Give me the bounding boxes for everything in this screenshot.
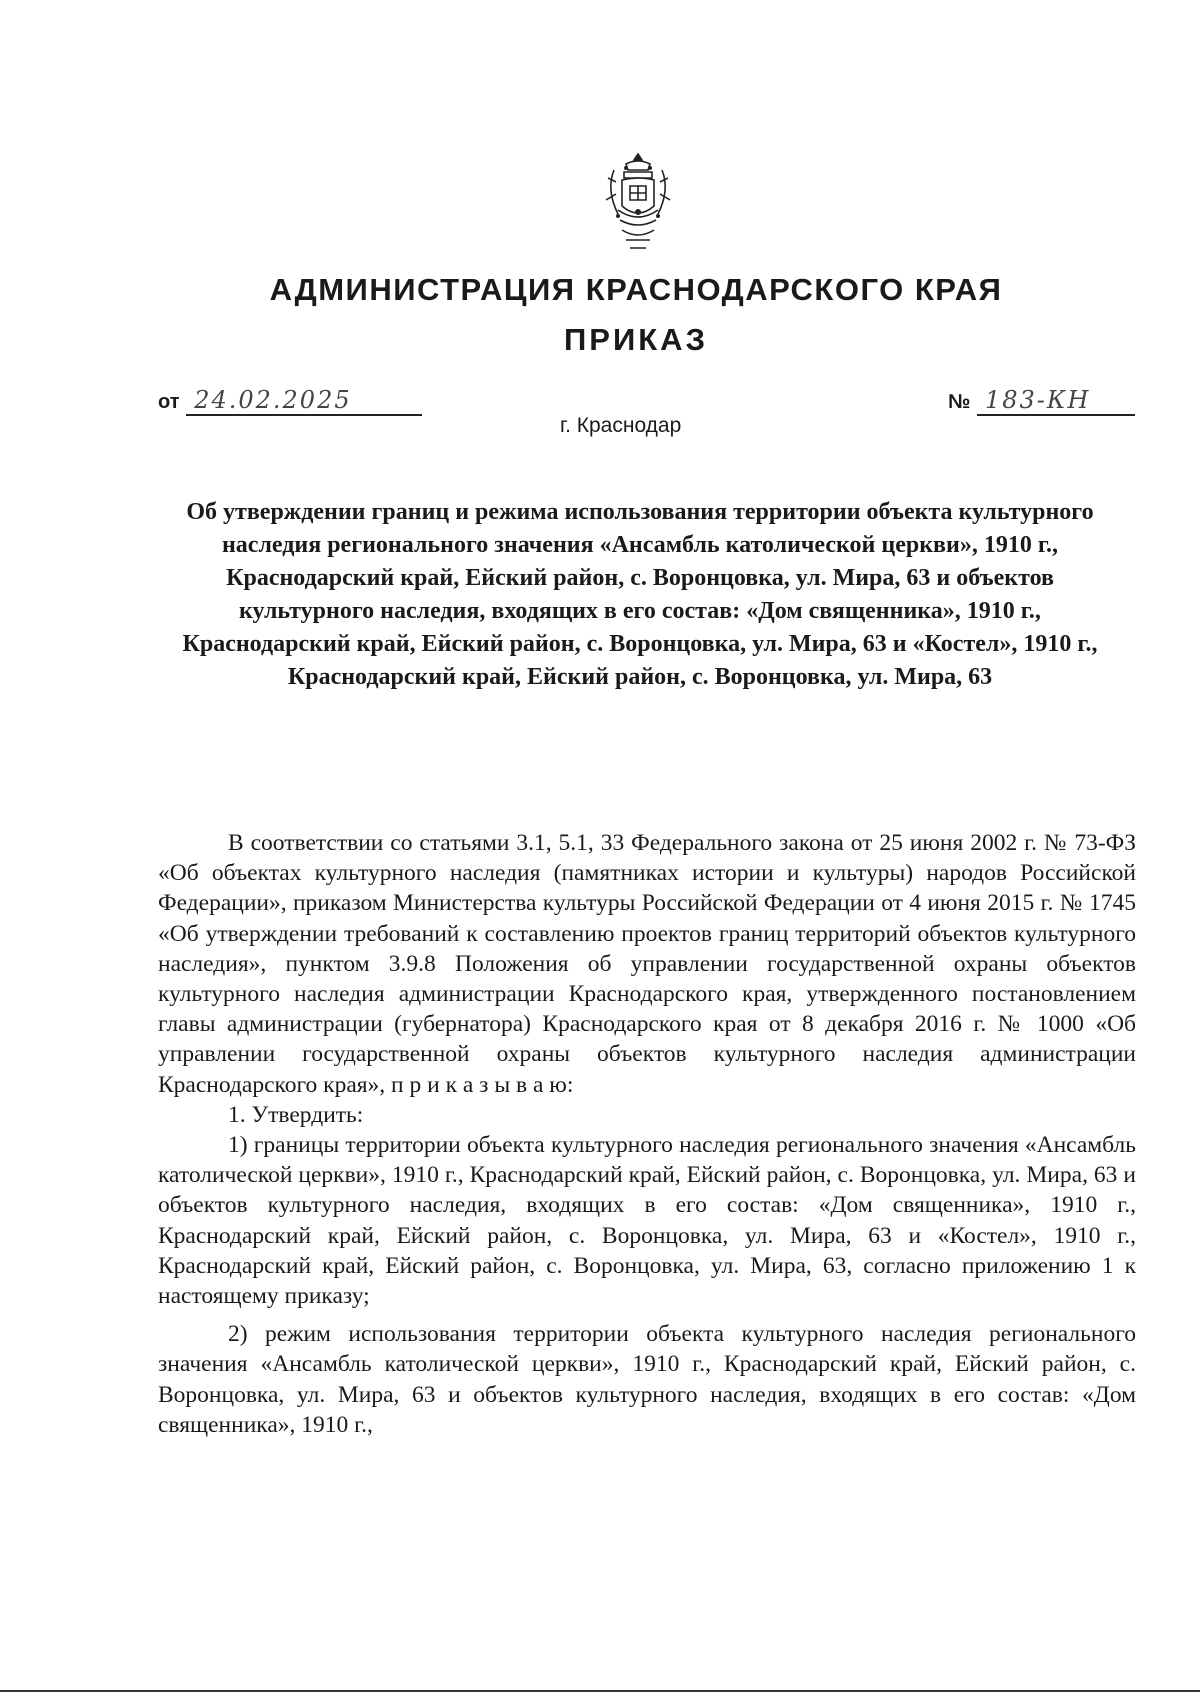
document-body bbox=[158, 828, 1136, 1440]
item-1-1-paragraph: 1) границы территории объекта культурного наследия регионального значения «Ансамбль католической церкви», 1910 г., Краснодарский край, Ейский район, с. Воронцовка, ул. Мира, 63 и объектов культурного наследия, входящих в его состав: «Дом священника», 1910 г., Краснодарский край, Ейский район, с. Воронцовка, ул. Мира, 63 и «Костел», 1910 г., Краснодарский край, Ейский район, с. Воронцовка, ул. Мира, 63, согласно приложению 1 к настоящему приказу; bbox=[158, 1132, 1136, 1310]
date-prefix: от bbox=[158, 391, 180, 413]
number-prefix: № bbox=[948, 391, 971, 413]
date-field bbox=[158, 386, 422, 416]
item-1-paragraph: 1. Утвердить: bbox=[228, 1101, 364, 1128]
number-field bbox=[948, 386, 1135, 416]
page-bottom-rule bbox=[0, 1690, 1200, 1692]
organization-name: АДМИНИСТРАЦИЯ КРАСНОДАРСКОГО КРАЯ bbox=[269, 272, 1003, 307]
item-1-2-paragraph: 2) режим использования территории объекта культурного наследия регионального значения «Ансамбль католической церкви», 1910 г., Краснодарский край, Ейский район, с. Воронцовка, ул. Мира, 63 и объектов культурного наследия, входящих в его состав: «Дом священника», 1910 г., bbox=[158, 1321, 1136, 1438]
handwritten-date: 24.02.2025 bbox=[186, 386, 422, 416]
preamble-paragraph: В соответствии со статьями 3.1, 5.1, 33 Федерального закона от 25 июня 2002 г. № 73-ФЗ «Об объектах культурного наследия (памятниках истории и культуры) народов Российской Федерации», приказом Министерства культуры Российской Федерации от 4 июня 2015 г. № 1745 «Об утверждении требований к составлению проектов границ территорий объектов культурного наследия», пунктом 3.9.8 Положения об управлении государственной охраны объектов культурного наследия администрации Краснодарского края, утвержденного постановлением главы администрации (губернатора) Краснодарского края от 8 декабря 2016 г. № 1000 «Об управлении государственной охраны объектов культурного наследия администрации Краснодарского края», п р и к а з ы в а ю: bbox=[158, 830, 1136, 1098]
document-type: ПРИКАЗ bbox=[564, 322, 708, 357]
coat-of-arms-emblem bbox=[596, 150, 680, 256]
city-name: г. Краснодар bbox=[560, 414, 682, 437]
document-title: Об утверждении границ и режима использования территории объекта культурного наследия регионального значения «Ансамбль католической церкви», 1910 г., Краснодарский край, Ейский район, с. Воронцовка, ул. Мира, 63 и объектов культурного наследия, входящих в его состав: «Дом священника», 1910 г., Краснодарский край, Ейский район, с. Воронцовка, ул. Мира, 63 и «Костел», 1910 г., Краснодарский край, Ейский район, с. Воронцовка, ул. Мира, 63 bbox=[182, 499, 1098, 690]
handwritten-number: 183-КН bbox=[977, 386, 1135, 416]
